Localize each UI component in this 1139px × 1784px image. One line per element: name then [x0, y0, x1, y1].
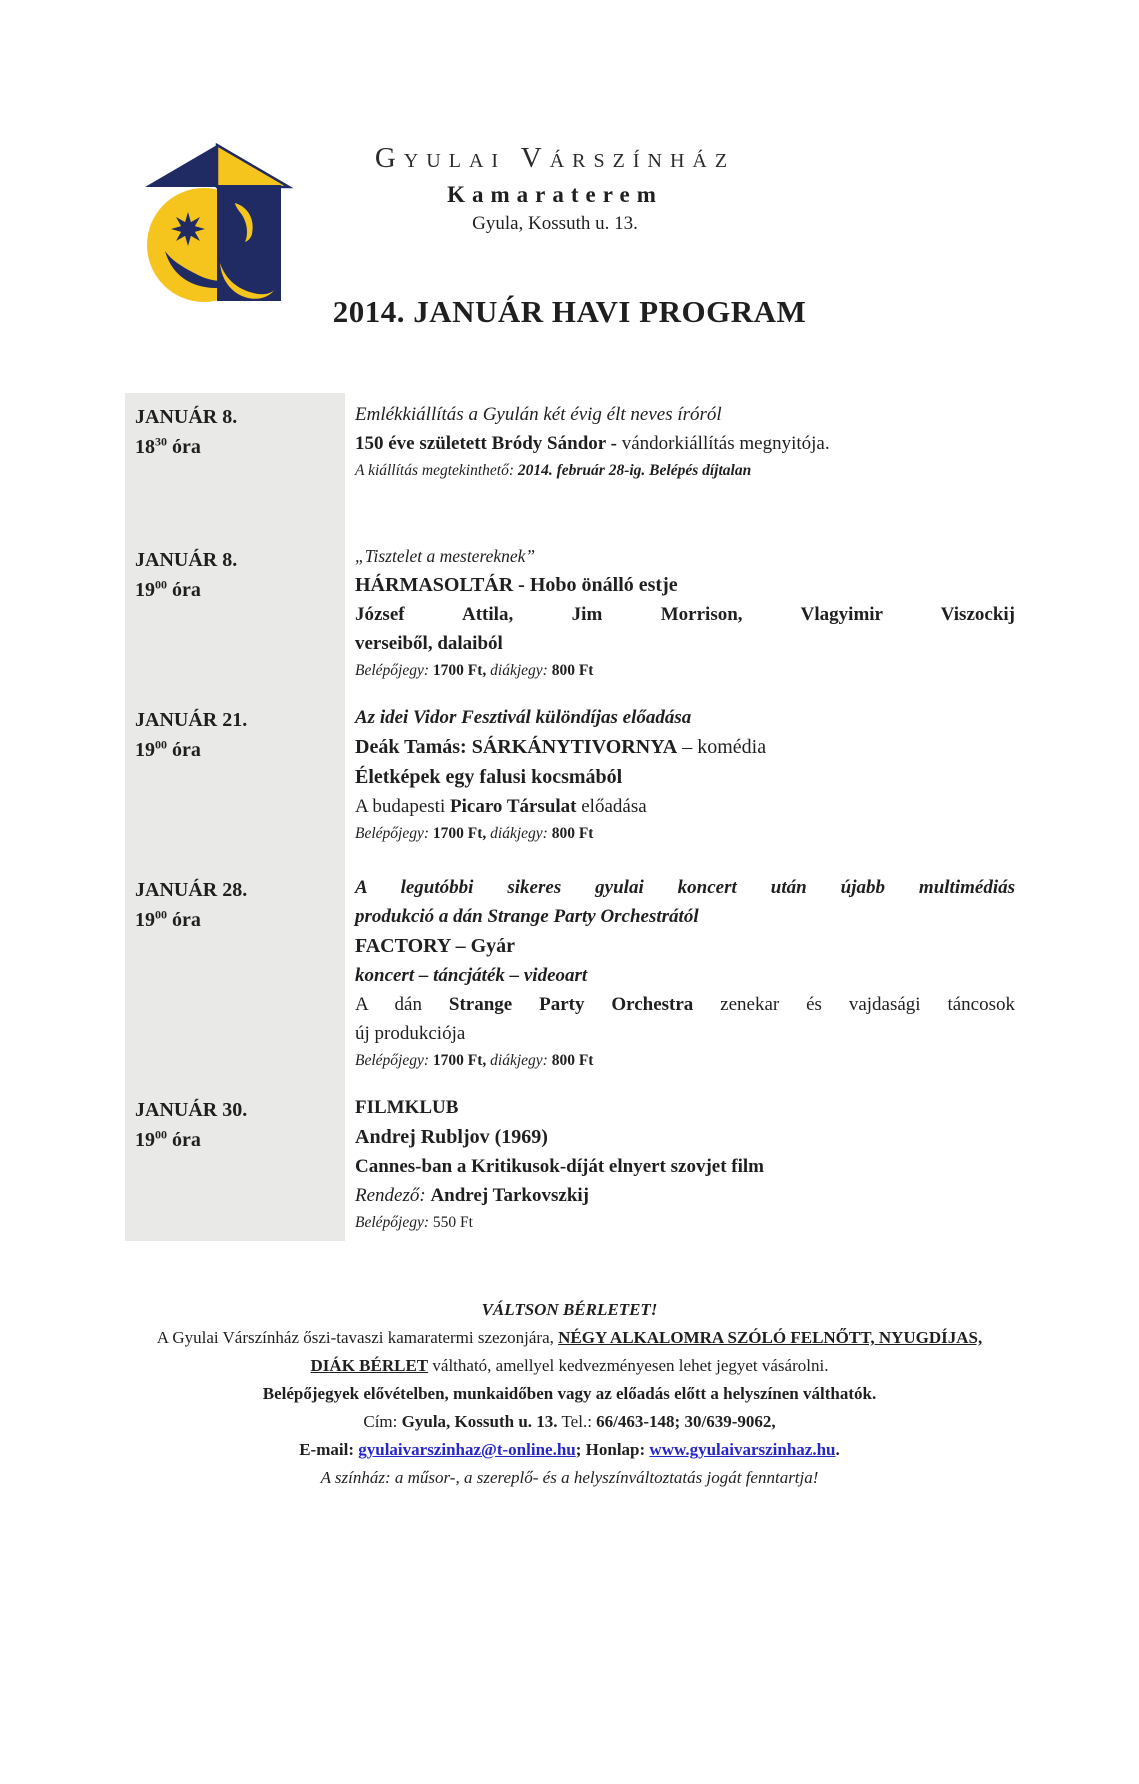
event-time: $19^{00}$ óra [135, 1127, 201, 1151]
text-segment: Belépőjegy: [355, 1214, 433, 1231]
text-segment: „Tisztelet a mestereknek” [355, 546, 536, 566]
event-line [355, 1152, 1015, 1181]
event-line [355, 658, 1015, 683]
event-date [135, 705, 335, 765]
hall-name: Kamaraterem [447, 182, 663, 207]
text-segment: Picaro Társulat [450, 796, 577, 817]
text-segment: A dán [355, 994, 449, 1015]
text-segment: A legutóbbi sikeres gyulai koncert után újabb multimédiás [355, 877, 1015, 898]
event-time: $19^{00}$ óra [135, 907, 201, 931]
text-segment: Tel.: [557, 1412, 597, 1431]
event-line [355, 792, 1015, 821]
event-line [355, 429, 1015, 458]
event-date-label: JANUÁR 28. [135, 879, 248, 901]
text-segment: 66/463-148; 30/639-9062, [596, 1412, 776, 1431]
text-segment: 2014. február 28-ig. Belépés díjtalan [517, 462, 752, 479]
event-date [135, 1095, 335, 1155]
document-header [115, 142, 995, 235]
event-row [125, 1093, 1015, 1235]
website-link[interactable]: www.gyulaivarszinhaz.hu [649, 1440, 836, 1459]
text-segment: Andrej Tarkovszkij [430, 1185, 589, 1206]
text-segment: Rendező: [355, 1185, 431, 1206]
event-date [135, 875, 335, 935]
event-time: $18^{30}$ óra [135, 434, 201, 458]
event-line [355, 1093, 1015, 1122]
text-segment: A kiállítás megtekinthető: [355, 462, 518, 479]
event-line [355, 1048, 1015, 1073]
footer-line [0, 1408, 1139, 1436]
event-date [135, 545, 335, 605]
event-date-label: JANUÁR 8. [135, 406, 238, 428]
program-section [125, 393, 1015, 1241]
text-segment: HÁRMASOLTÁR - Hobo önálló estje [355, 574, 678, 596]
text-segment: VÁLTSON BÉRLETET! [481, 1300, 658, 1319]
event-line [355, 543, 1015, 570]
theater-address: Gyula, Kossuth u. 13. [472, 213, 638, 234]
event-line [355, 990, 1015, 1019]
event-content [355, 400, 1015, 483]
text-segment: FACTORY – Gyár [355, 935, 516, 957]
text-segment: Belépőjegy: [355, 825, 433, 842]
text-segment: vándorkiállítás megnyitója. [621, 433, 830, 454]
text-segment: 800 Ft [551, 825, 594, 842]
text-segment: Belépőjegyek elővételben, munkaidőben vagy az előadás előtt a helyszínen válthatók. [262, 1384, 877, 1403]
text-segment: . [835, 1440, 840, 1459]
event-line [355, 629, 1015, 658]
text-segment: Belépőjegy: [355, 662, 433, 679]
footer [0, 1296, 1139, 1492]
text-segment: Gyula, Kossuth u. 13. [401, 1412, 558, 1431]
text-segment: A budapesti [355, 796, 450, 817]
event-line [355, 703, 1015, 732]
footer-line [0, 1352, 1139, 1380]
event-date-label: JANUÁR 8. [135, 549, 238, 571]
event-time: $19^{00}$ óra [135, 577, 201, 601]
event-line [355, 873, 1015, 902]
footer-line [0, 1324, 1139, 1352]
event-line [355, 570, 1015, 600]
text-segment: Emlékkiállítás a Gyulán két évig élt neves íróról [355, 404, 722, 425]
event-line [355, 821, 1015, 846]
event-content [355, 703, 1015, 846]
event-row [125, 873, 1015, 1073]
text-segment: E-mail: [299, 1440, 359, 1459]
text-segment: 1700 Ft, [432, 825, 491, 842]
text-segment: NÉGY ALKALOMRA SZÓLÓ FELNŐTT, NYUGDÍJAS, [558, 1328, 983, 1347]
event-date-label: JANUÁR 30. [135, 1099, 248, 1121]
event-line [355, 458, 1015, 483]
text-segment: Cím: [363, 1412, 402, 1431]
text-segment: Életképek egy falusi kocsmából [355, 766, 623, 788]
text-segment: A Gyulai Várszínház őszi-tavaszi kamaratermi szezonjára, [156, 1328, 559, 1347]
text-segment: verseiből, dalaiból [355, 633, 503, 654]
event-line [355, 400, 1015, 429]
theater-name: Gyulai Várszínház [374, 142, 736, 174]
event-line [355, 1181, 1015, 1210]
footer-line [0, 1436, 1139, 1464]
event-content [355, 1093, 1015, 1235]
text-segment: 1700 Ft, [432, 1052, 491, 1069]
text-segment: diákjegy: [490, 825, 552, 842]
event-row [125, 393, 1015, 483]
text-segment: 1700 Ft, [432, 662, 491, 679]
text-segment: Az idei Vidor Fesztivál különdíjas előadása [355, 707, 692, 728]
program-list [125, 393, 1015, 1235]
text-segment: előadása [576, 796, 647, 817]
event-line [355, 902, 1015, 931]
event-row [125, 703, 1015, 846]
event-line [355, 961, 1015, 990]
event-content [355, 873, 1015, 1073]
footer-line [0, 1296, 1139, 1324]
text-segment: 550 Ft [432, 1214, 473, 1231]
event-date [135, 402, 335, 462]
text-segment: Deák Tamás: SÁRKÁNYTIVORNYA [355, 736, 678, 758]
event-line [355, 1019, 1015, 1048]
text-segment: zenekar és vajdasági táncosok [693, 994, 1015, 1015]
text-segment: DIÁK BÉRLET [310, 1356, 429, 1375]
text-segment: – komédia [677, 736, 767, 758]
program-title: 2014. JANUÁR HAVI PROGRAM [332, 294, 807, 329]
event-content [355, 543, 1015, 683]
text-segment: produkció a dán Strange Party Orchestrától [355, 906, 699, 927]
text-segment: FILMKLUB [355, 1097, 459, 1118]
text-segment: Strange Party Orchestra [448, 994, 694, 1015]
footer-line [0, 1464, 1139, 1492]
text-segment: Belépőjegy: [355, 1052, 433, 1069]
event-line [355, 931, 1015, 961]
event-date-label: JANUÁR 21. [135, 709, 248, 731]
text-segment: koncert – táncjáték – videoart [355, 965, 588, 986]
event-line [355, 762, 1015, 792]
text-segment: Cannes-ban a Kritikusok-díját elnyert szovjet film [355, 1156, 765, 1177]
text-segment: 800 Ft [551, 1052, 594, 1069]
event-line [355, 732, 1015, 762]
text-segment: diákjegy: [490, 662, 552, 679]
text-segment: A színház: a műsor-, a szereplő- és a helyszínváltoztatás jogát fenntartja! [320, 1468, 819, 1487]
event-line [355, 1122, 1015, 1152]
event-time: $19^{00}$ óra [135, 737, 201, 761]
text-segment: József Attila, Jim Morrison, Vlagyimir Viszockij [355, 604, 1015, 625]
text-segment: ; Honlap: [575, 1440, 650, 1459]
text-segment: 800 Ft [551, 662, 594, 679]
text-segment: új produkciója [355, 1023, 466, 1044]
event-line [355, 600, 1015, 629]
text-segment: 150 éve született Bródy Sándor - [355, 433, 622, 454]
email-link[interactable]: gyulaivarszinhaz@t-online.hu [358, 1440, 576, 1459]
text-segment: diákjegy: [490, 1052, 552, 1069]
text-segment: váltható, amellyel kedvezményesen lehet jegyet vásárolni. [428, 1356, 829, 1375]
footer-line [0, 1380, 1139, 1408]
text-segment: Andrej Rubljov (1969) [355, 1126, 548, 1148]
event-row [125, 543, 1015, 683]
event-line [355, 1210, 1015, 1235]
